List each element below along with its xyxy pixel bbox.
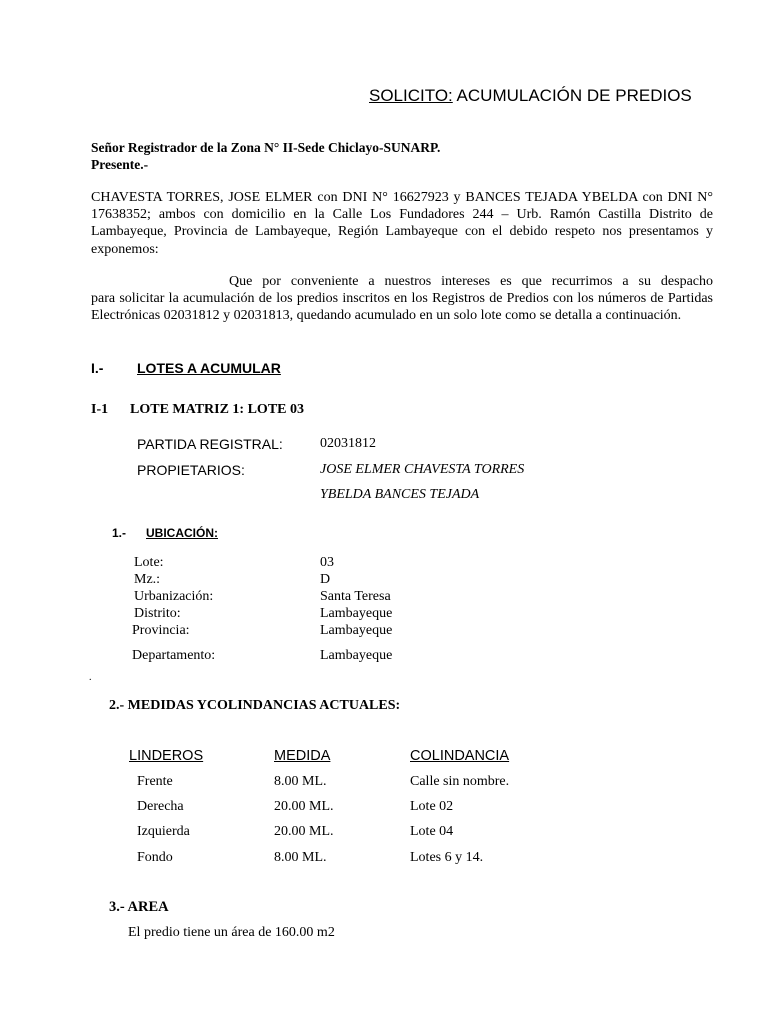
colindancia-izquierda: Lote 04 [410, 824, 454, 839]
presente-line: Presente.- [91, 157, 149, 172]
request-first-line: Que por conveniente a nuestros intereses es que recurrimos a su despacho [229, 274, 713, 289]
document-title [369, 86, 692, 106]
section-title: LOTES A ACUMULAR [137, 360, 281, 376]
ubicacion-label-lote: Lote: [134, 555, 164, 570]
ubicacion-value-mz: D [320, 572, 331, 587]
ubicacion-value-provincia: Lambayeque [320, 623, 393, 638]
colindancia-frente: Calle sin nombre. [410, 774, 510, 789]
partida-value: 02031812 [320, 436, 376, 451]
ubicacion-label-departamento: Departamento: [132, 648, 216, 663]
header-colindancia: COLINDANCIA [410, 748, 510, 764]
ubicacion-label-urbanizacion: Urbanización: [134, 589, 214, 604]
ubicacion-value-departamento: Lambayeque [320, 648, 393, 663]
medida-izquierda: 20.00 ML. [274, 824, 334, 839]
stray-mark: . [89, 672, 92, 683]
header-linderos: LINDEROS [129, 748, 204, 764]
request-body: para solicitar la acumulación de los predios inscritos en los Registros de Predios con los números de Partidas Electrónicas 02031812 y 02031813, quedando acumulado en un solo lote como se detalla a continuación. [91, 291, 713, 324]
subsection-title: LOTE MATRIZ 1: LOTE 03 [130, 402, 304, 417]
medida-frente: 8.00 ML. [274, 774, 327, 789]
partida-label: PARTIDA REGISTRAL: [137, 436, 283, 452]
colindancia-fondo: Lotes 6 y 14. [410, 850, 484, 865]
ubicacion-label-distrito: Distrito: [134, 606, 181, 621]
ubicacion-title: UBICACIÓN: [146, 526, 218, 540]
owner-2: YBELDA BANCES TEJADA [320, 487, 480, 502]
intro-paragraph: CHAVESTA TORRES, JOSE ELMER con DNI N° 16627923 y BANCES TEJADA YBELDA con DNI N° 17638352; ambos con domicilio en la Calle Los Fundadores 244 – Urb. Ramón Castilla Distrito de Lambayeque, Provincia de Lambayeque, Región Lambayeque con el debido respeto nos presentamos y exponemos: [91, 190, 713, 257]
title-prefix: SOLICITO: [369, 86, 453, 105]
medida-derecha: 20.00 ML. [274, 799, 334, 814]
section-number: I.- [91, 360, 104, 376]
subsection-number: I-1 [91, 402, 109, 417]
owner-1: JOSE ELMER CHAVESTA TORRES [320, 462, 525, 477]
ubicacion-value-urbanizacion: Santa Teresa [320, 589, 391, 604]
ubicacion-number: 1.- [112, 526, 127, 540]
area-title: 3.- AREA [109, 899, 169, 915]
lindero-derecha: Derecha [137, 799, 184, 814]
header-medida: MEDIDA [274, 748, 331, 764]
ubicacion-value-lote: 03 [320, 555, 334, 570]
colindancia-derecha: Lote 02 [410, 799, 454, 814]
request-paragraph [91, 273, 713, 325]
ubicacion-value-distrito: Lambayeque [320, 606, 393, 621]
area-text: El predio tiene un área de 160.00 m2 [128, 925, 335, 940]
ubicacion-label-provincia: Provincia: [132, 623, 190, 638]
title-text: ACUMULACIÓN DE PREDIOS [452, 86, 692, 105]
medida-fondo: 8.00 ML. [274, 850, 327, 865]
lindero-frente: Frente [137, 774, 173, 789]
propietarios-label: PROPIETARIOS: [137, 462, 245, 478]
ubicacion-label-mz: Mz.: [134, 572, 161, 587]
medidas-title: 2.- MEDIDAS YCOLINDANCIAS ACTUALES: [109, 698, 401, 713]
addressee-line: Señor Registrador de la Zona N° II-Sede Chiclayo-SUNARP. [91, 140, 441, 155]
lindero-fondo: Fondo [137, 850, 173, 865]
lindero-izquierda: Izquierda [137, 824, 190, 839]
